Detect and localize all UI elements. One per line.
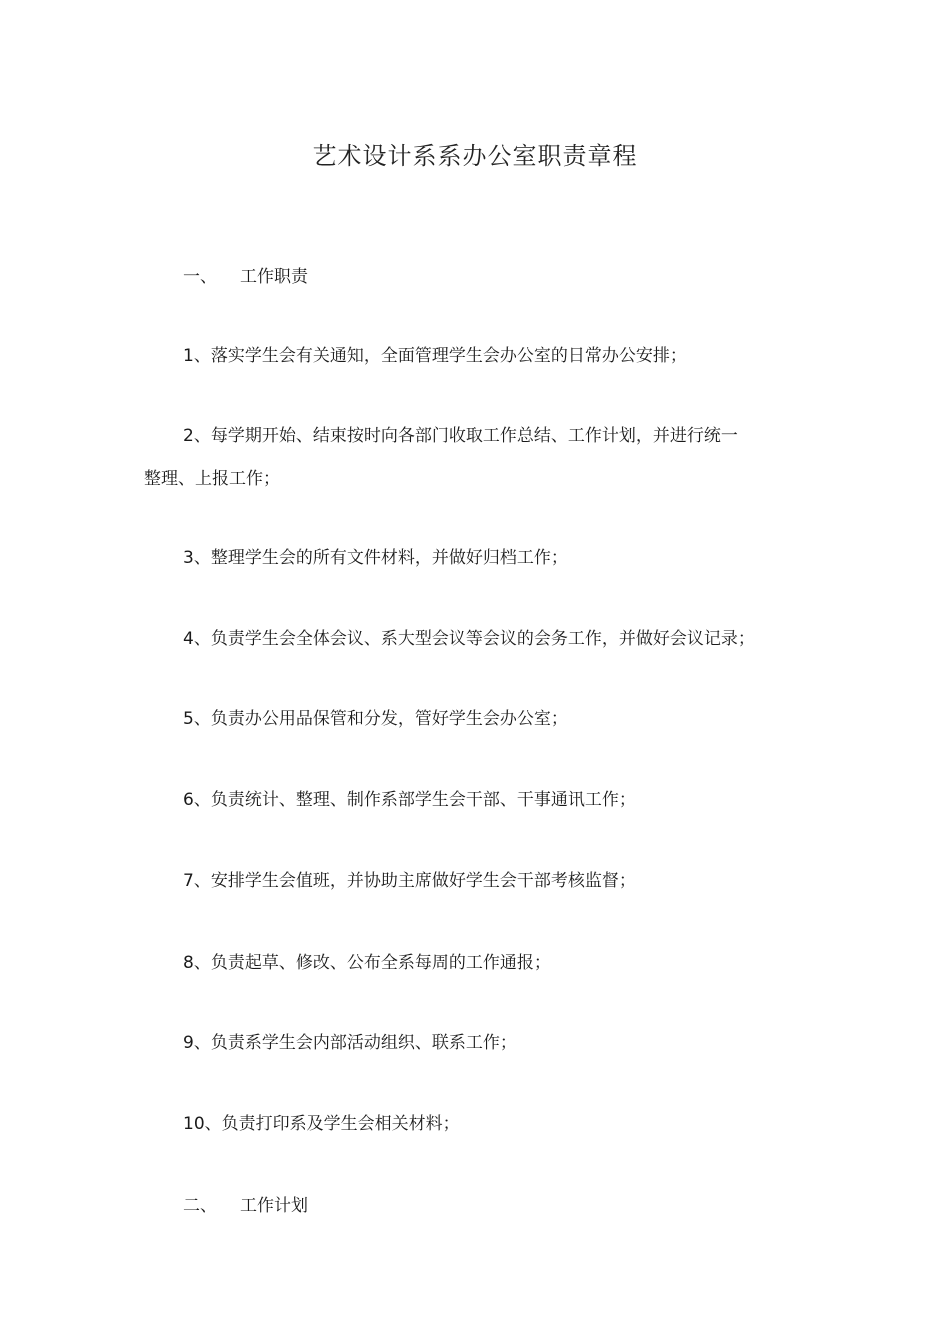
list-item: 7、安排学生会值班，并协助主席做好学生会干部考核监督； — [183, 871, 636, 891]
list-item: 1、落实学生会有关通知，全面管理学生会办公室的日常办公安排； — [183, 346, 687, 366]
document-title: 艺术设计系系办公室职责章程 — [312, 142, 638, 170]
list-item: 4、负责学生会全体会议、系大型会议等会议的会务工作，并做好会议记录； — [183, 629, 755, 649]
list-item: 6、负责统计、整理、制作系部学生会干部、干事通讯工作； — [183, 790, 636, 810]
list-item: 9、负责系学生会内部活动组织、联系工作； — [183, 1033, 517, 1053]
list-item: 2、每学期开始、结束按时向各部门收取工作总结、工作计划，并进行统一 — [183, 426, 738, 446]
list-item: 10、负责打印系及学生会相关材料； — [183, 1114, 460, 1134]
section-label: 工作计划 — [240, 1196, 308, 1216]
section-heading-2 — [183, 1194, 308, 1218]
section-heading-1 — [183, 265, 308, 289]
list-item: 5、负责办公用品保管和分发，管好学生会办公室； — [183, 709, 568, 729]
list-item: 8、负责起草、修改、公布全系每周的工作通报； — [183, 953, 551, 973]
section-number: 二、 — [183, 1196, 217, 1216]
list-item-continuation: 整理、上报工作； — [144, 469, 280, 489]
section-number: 一、 — [183, 267, 217, 287]
section-label: 工作职责 — [240, 267, 308, 287]
list-item: 3、整理学生会的所有文件材料，并做好归档工作； — [183, 548, 568, 568]
